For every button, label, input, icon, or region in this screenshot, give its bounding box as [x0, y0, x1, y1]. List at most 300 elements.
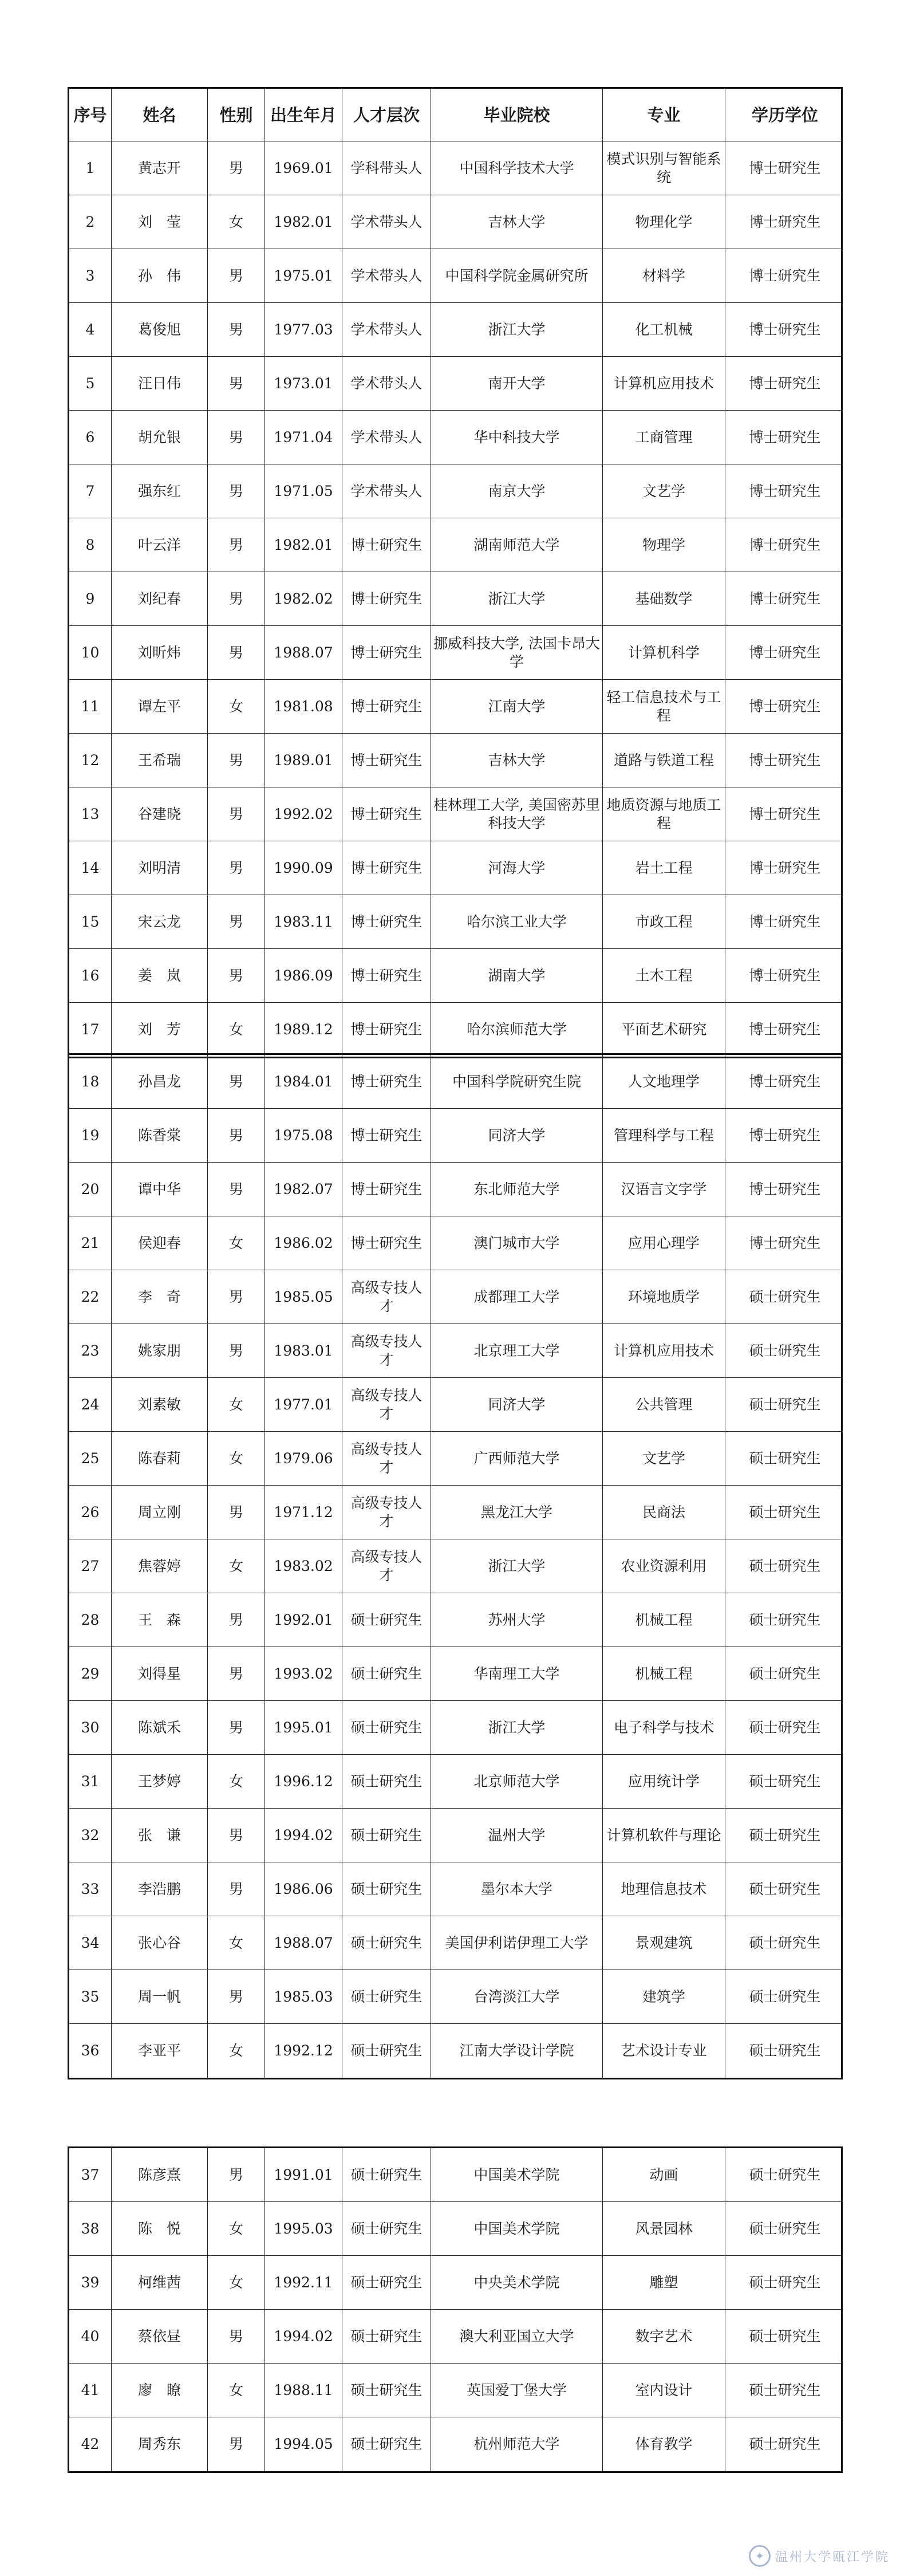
cell-name: 刘昕炜	[112, 626, 208, 679]
cell-birth: 1973.01	[265, 357, 342, 410]
cell-school: 南开大学	[431, 357, 603, 410]
cell-degree: 博士研究生	[749, 375, 821, 392]
cell-index: 36	[69, 2024, 112, 2078]
cell-birth: 1977.03	[265, 303, 342, 356]
cell-school: 杭州师范大学	[431, 2417, 603, 2471]
cell-birth: 1990.09	[265, 841, 342, 895]
cell-index: 29	[69, 1647, 112, 1700]
cell-level: 硕士研究生	[342, 1755, 431, 1808]
cell-birth: 1988.07	[265, 626, 342, 679]
cell-birth: 1979.06	[265, 1432, 342, 1485]
cell-major: 雕塑	[603, 2256, 725, 2309]
cell-gender: 女	[208, 195, 265, 249]
table-row	[69, 141, 841, 195]
cell-major: 环境地质学	[603, 1270, 725, 1324]
cell-index: 30	[69, 1701, 112, 1754]
cell-gender: 男	[208, 411, 265, 464]
cell-name: 胡允银	[112, 411, 208, 464]
cell-name: 陈彦熹	[112, 2148, 208, 2201]
table-row	[69, 1324, 841, 1378]
cell-school: 浙江大学	[431, 572, 603, 625]
cell-school: 桂林理工大学, 美国密苏里科技大学	[431, 787, 603, 841]
cell-major: 数字艺术	[603, 2310, 725, 2363]
cell-school: 中国科学技术大学	[431, 141, 603, 195]
cell-level: 硕士研究生	[342, 2024, 431, 2078]
cell-birth: 1982.02	[265, 572, 342, 625]
table-row	[69, 1378, 841, 1432]
cell-name: 李 奇	[112, 1270, 208, 1324]
cell-index: 27	[69, 1539, 112, 1593]
table-row	[69, 1055, 841, 1109]
cell-degree: 博士研究生	[749, 159, 821, 176]
cell-index: 5	[69, 357, 112, 410]
table-row	[69, 411, 841, 464]
cell-school: 河海大学	[431, 841, 603, 895]
cell-index: 1	[69, 141, 112, 195]
cell-level: 博士研究生	[342, 572, 431, 625]
cell-birth: 1992.01	[265, 1593, 342, 1647]
cell-index: 16	[69, 949, 112, 1002]
cell-school: 北京理工大学	[431, 1324, 603, 1377]
cell-school: 华中科技大学	[431, 411, 603, 464]
cell-index: 42	[69, 2417, 112, 2471]
cell-school: 浙江大学	[431, 1539, 603, 1593]
cell-name: 刘得星	[112, 1647, 208, 1700]
cell-school: 墨尔本大学	[431, 1862, 603, 1916]
cell-birth: 1985.03	[265, 1970, 342, 2023]
cell-gender: 男	[208, 518, 265, 572]
cell-gender: 男	[208, 949, 265, 1002]
cell-degree: 硕士研究生	[749, 2274, 821, 2291]
cell-index: 15	[69, 895, 112, 948]
table-row	[69, 1593, 841, 1647]
cell-gender: 女	[208, 1378, 265, 1431]
cell-school: 中国科学院研究生院	[431, 1055, 603, 1108]
cell-major: 电子科学与技术	[603, 1701, 725, 1754]
cell-school: 哈尔滨师范大学	[431, 1003, 603, 1057]
cell-name: 宋云龙	[112, 895, 208, 948]
cell-degree: 博士研究生	[749, 967, 821, 984]
cell-index: 25	[69, 1432, 112, 1485]
cell-level: 博士研究生	[342, 787, 431, 841]
cell-major: 工商管理	[603, 411, 725, 464]
cell-major: 物理化学	[603, 195, 725, 249]
table-row	[69, 1216, 841, 1270]
cell-name: 陈 悦	[112, 2202, 208, 2255]
cell-name: 周秀东	[112, 2417, 208, 2471]
cell-gender: 男	[208, 787, 265, 841]
cell-degree: 硕士研究生	[749, 1288, 821, 1305]
table-row	[69, 518, 841, 572]
cell-index: 31	[69, 1755, 112, 1808]
cell-gender: 男	[208, 2310, 265, 2363]
cell-birth: 1996.12	[265, 1755, 342, 1808]
cell-gender: 女	[208, 2024, 265, 2078]
cell-major: 平面艺术研究	[603, 1003, 725, 1057]
cell-level: 博士研究生	[342, 680, 431, 733]
cell-major: 轻工信息技术与工程	[603, 680, 725, 733]
cell-birth: 1989.01	[265, 734, 342, 787]
cell-name: 姜 岚	[112, 949, 208, 1002]
cell-index: 26	[69, 1486, 112, 1539]
cell-level: 博士研究生	[342, 518, 431, 572]
cell-birth: 1995.01	[265, 1701, 342, 1754]
cell-gender: 男	[208, 1862, 265, 1916]
cell-name: 强东红	[112, 464, 208, 518]
cell-gender: 女	[208, 1216, 265, 1270]
cell-name: 刘 莹	[112, 195, 208, 249]
table-row	[69, 895, 841, 949]
cell-index: 11	[69, 680, 112, 733]
university-logo-icon: ✦	[749, 2545, 771, 2567]
cell-school: 黑龙江大学	[431, 1486, 603, 1539]
cell-school: 浙江大学	[431, 303, 603, 356]
cell-level: 博士研究生	[342, 1216, 431, 1270]
cell-gender: 女	[208, 2202, 265, 2255]
cell-major: 汉语言文字学	[603, 1163, 725, 1216]
cell-birth: 1994.05	[265, 2417, 342, 2471]
cell-birth: 1988.07	[265, 1916, 342, 1970]
cell-degree: 硕士研究生	[749, 2166, 821, 2183]
cell-level: 博士研究生	[342, 626, 431, 679]
cell-school: 南京大学	[431, 464, 603, 518]
cell-major: 地质资源与地质工程	[603, 787, 725, 841]
table-row	[69, 1486, 841, 1539]
cell-level: 学术带头人	[342, 195, 431, 249]
watermark-text: 温州大学瓯江学院	[775, 2550, 890, 2565]
cell-gender: 女	[208, 1539, 265, 1593]
cell-degree: 博士研究生	[749, 482, 821, 499]
table-row	[69, 734, 841, 787]
cell-school: 中国美术学院	[431, 2202, 603, 2255]
cell-degree: 硕士研究生	[749, 1988, 821, 2005]
header-level: 人才层次	[342, 89, 431, 141]
cell-birth: 1986.02	[265, 1216, 342, 1270]
cell-name: 李亚平	[112, 2024, 208, 2078]
cell-level: 硕士研究生	[342, 1862, 431, 1916]
cell-gender: 男	[208, 464, 265, 518]
table-header-row	[69, 89, 841, 141]
cell-name: 陈斌禾	[112, 1701, 208, 1754]
cell-name: 刘明清	[112, 841, 208, 895]
cell-degree: 硕士研究生	[749, 2220, 821, 2237]
cell-name: 葛俊旭	[112, 303, 208, 356]
table-row	[69, 949, 841, 1003]
table-row	[69, 2148, 841, 2202]
cell-major: 地理信息技术	[603, 1862, 725, 1916]
cell-birth: 1985.05	[265, 1270, 342, 1324]
table-row	[69, 357, 841, 411]
cell-level: 硕士研究生	[342, 2148, 431, 2201]
cell-index: 41	[69, 2364, 112, 2417]
table-row	[69, 841, 841, 895]
cell-level: 硕士研究生	[342, 1701, 431, 1754]
cell-school: 成都理工大学	[431, 1270, 603, 1324]
cell-degree: 博士研究生	[749, 213, 821, 230]
cell-birth: 1986.06	[265, 1862, 342, 1916]
cell-degree: 博士研究生	[749, 428, 821, 446]
cell-birth: 1983.02	[265, 1539, 342, 1593]
cell-major: 农业资源利用	[603, 1539, 725, 1593]
cell-school: 华南理工大学	[431, 1647, 603, 1700]
cell-birth: 1992.02	[265, 787, 342, 841]
cell-index: 8	[69, 518, 112, 572]
cell-gender: 男	[208, 1809, 265, 1862]
header-birth: 出生年月	[265, 89, 342, 141]
cell-gender: 男	[208, 141, 265, 195]
table-row	[69, 1916, 841, 1970]
cell-gender: 男	[208, 249, 265, 302]
cell-level: 硕士研究生	[342, 1593, 431, 1647]
cell-name: 叶云洋	[112, 518, 208, 572]
watermark	[749, 2543, 903, 2569]
cell-birth: 1992.12	[265, 2024, 342, 2078]
cell-major: 文艺学	[603, 1432, 725, 1485]
cell-school: 美国伊利诺伊理工大学	[431, 1916, 603, 1970]
cell-level: 高级专技人才	[342, 1378, 431, 1431]
table-row	[69, 1755, 841, 1809]
cell-name: 汪日伟	[112, 357, 208, 410]
cell-major: 材料学	[603, 249, 725, 302]
cell-name: 谭中华	[112, 1163, 208, 1216]
cell-index: 17	[69, 1003, 112, 1057]
cell-name: 陈香棠	[112, 1109, 208, 1162]
cell-school: 湖南大学	[431, 949, 603, 1002]
cell-index: 28	[69, 1593, 112, 1647]
cell-degree: 硕士研究生	[749, 1396, 821, 1413]
cell-level: 硕士研究生	[342, 2310, 431, 2363]
cell-name: 侯迎春	[112, 1216, 208, 1270]
cell-gender: 男	[208, 1324, 265, 1377]
cell-index: 4	[69, 303, 112, 356]
cell-degree: 硕士研究生	[749, 1342, 821, 1359]
cell-degree: 博士研究生	[749, 590, 821, 607]
cell-degree: 博士研究生	[749, 805, 821, 822]
cell-degree: 博士研究生	[749, 1073, 821, 1090]
cell-birth: 1991.01	[265, 2148, 342, 2201]
cell-index: 33	[69, 1862, 112, 1916]
cell-index: 23	[69, 1324, 112, 1377]
cell-degree: 硕士研究生	[749, 1934, 821, 1951]
cell-index: 10	[69, 626, 112, 679]
personnel-table-part-2	[68, 1053, 843, 2079]
table-row	[69, 1432, 841, 1486]
cell-index: 6	[69, 411, 112, 464]
cell-gender: 男	[208, 895, 265, 948]
table-row	[69, 2024, 841, 2078]
cell-major: 机械工程	[603, 1593, 725, 1647]
cell-degree: 硕士研究生	[749, 1611, 821, 1628]
cell-gender: 女	[208, 2256, 265, 2309]
cell-name: 刘纪春	[112, 572, 208, 625]
header-major: 专业	[603, 89, 725, 141]
cell-index: 3	[69, 249, 112, 302]
cell-birth: 1975.08	[265, 1109, 342, 1162]
table-row	[69, 2256, 841, 2310]
cell-gender: 男	[208, 1593, 265, 1647]
cell-name: 李浩鹏	[112, 1862, 208, 1916]
cell-major: 应用统计学	[603, 1755, 725, 1808]
cell-degree: 博士研究生	[749, 1234, 821, 1251]
cell-name: 陈春莉	[112, 1432, 208, 1485]
cell-school: 中国科学院金属研究所	[431, 249, 603, 302]
cell-degree: 硕士研究生	[749, 2042, 821, 2059]
cell-gender: 男	[208, 626, 265, 679]
cell-index: 9	[69, 572, 112, 625]
cell-degree: 博士研究生	[749, 644, 821, 661]
cell-gender: 男	[208, 1109, 265, 1162]
cell-school: 湖南师范大学	[431, 518, 603, 572]
cell-birth: 1969.01	[265, 141, 342, 195]
table-row	[69, 2310, 841, 2364]
cell-name: 柯维茜	[112, 2256, 208, 2309]
cell-degree: 硕士研究生	[749, 1826, 821, 1844]
cell-name: 王梦婷	[112, 1755, 208, 1808]
table-row	[69, 1647, 841, 1701]
cell-major: 室内设计	[603, 2364, 725, 2417]
header-name: 姓名	[112, 89, 208, 141]
cell-school: 台湾淡江大学	[431, 1970, 603, 2023]
cell-school: 江南大学	[431, 680, 603, 733]
cell-index: 38	[69, 2202, 112, 2255]
cell-level: 硕士研究生	[342, 2417, 431, 2471]
cell-degree: 博士研究生	[749, 1021, 821, 1038]
cell-level: 硕士研究生	[342, 1916, 431, 1970]
cell-gender: 男	[208, 2417, 265, 2471]
cell-gender: 女	[208, 680, 265, 733]
cell-birth: 1982.01	[265, 195, 342, 249]
cell-gender: 男	[208, 1163, 265, 1216]
cell-index: 18	[69, 1055, 112, 1108]
table-row	[69, 572, 841, 626]
cell-level: 高级专技人才	[342, 1486, 431, 1539]
table-row	[69, 1539, 841, 1593]
cell-level: 博士研究生	[342, 949, 431, 1002]
cell-level: 硕士研究生	[342, 2364, 431, 2417]
cell-level: 博士研究生	[342, 1055, 431, 1108]
cell-level: 硕士研究生	[342, 2256, 431, 2309]
cell-major: 土木工程	[603, 949, 725, 1002]
cell-name: 廖 瞭	[112, 2364, 208, 2417]
cell-birth: 1971.12	[265, 1486, 342, 1539]
cell-degree: 硕士研究生	[749, 1880, 821, 1897]
cell-major: 体育教学	[603, 2417, 725, 2471]
cell-school: 澳大利亚国立大学	[431, 2310, 603, 2363]
cell-index: 2	[69, 195, 112, 249]
cell-index: 32	[69, 1809, 112, 1862]
cell-major: 计算机软件与理论	[603, 1809, 725, 1862]
cell-birth: 1983.11	[265, 895, 342, 948]
table-row	[69, 2417, 841, 2471]
cell-major: 建筑学	[603, 1970, 725, 2023]
table-row	[69, 787, 841, 841]
cell-birth: 1984.01	[265, 1055, 342, 1108]
cell-level: 学术带头人	[342, 464, 431, 518]
cell-school: 吉林大学	[431, 734, 603, 787]
cell-level: 学术带头人	[342, 411, 431, 464]
cell-level: 硕士研究生	[342, 1647, 431, 1700]
cell-level: 硕士研究生	[342, 1970, 431, 2023]
table-row	[69, 303, 841, 357]
cell-school: 中央美术学院	[431, 2256, 603, 2309]
cell-name: 谷建晓	[112, 787, 208, 841]
cell-gender: 男	[208, 1486, 265, 1539]
cell-major: 计算机科学	[603, 626, 725, 679]
cell-major: 景观建筑	[603, 1916, 725, 1970]
cell-major: 风景园林	[603, 2202, 725, 2255]
cell-school: 同济大学	[431, 1109, 603, 1162]
cell-name: 周一帆	[112, 1970, 208, 2023]
table-row	[69, 249, 841, 303]
header-index: 序号	[69, 89, 112, 141]
cell-name: 刘 芳	[112, 1003, 208, 1057]
cell-level: 高级专技人才	[342, 1324, 431, 1377]
table-row	[69, 1701, 841, 1755]
cell-degree: 硕士研究生	[749, 1450, 821, 1467]
cell-school: 英国爱丁堡大学	[431, 2364, 603, 2417]
cell-level: 博士研究生	[342, 734, 431, 787]
cell-gender: 男	[208, 1701, 265, 1754]
cell-major: 管理科学与工程	[603, 1109, 725, 1162]
cell-major: 公共管理	[603, 1378, 725, 1431]
cell-major: 人文地理学	[603, 1055, 725, 1108]
cell-major: 计算机应用技术	[603, 1324, 725, 1377]
cell-birth: 1986.09	[265, 949, 342, 1002]
cell-degree: 硕士研究生	[749, 2381, 821, 2398]
cell-level: 硕士研究生	[342, 2202, 431, 2255]
cell-name: 蔡依昼	[112, 2310, 208, 2363]
cell-name: 姚家朋	[112, 1324, 208, 1377]
cell-degree: 博士研究生	[749, 1126, 821, 1144]
cell-school: 江南大学设计学院	[431, 2024, 603, 2078]
cell-name: 周立刚	[112, 1486, 208, 1539]
cell-gender: 男	[208, 1970, 265, 2023]
table-row	[69, 1862, 841, 1916]
cell-index: 7	[69, 464, 112, 518]
cell-major: 计算机应用技术	[603, 357, 725, 410]
cell-name: 张 谦	[112, 1809, 208, 1862]
cell-major: 机械工程	[603, 1647, 725, 1700]
cell-school: 吉林大学	[431, 195, 603, 249]
cell-major: 物理学	[603, 518, 725, 572]
header-gender: 性别	[208, 89, 265, 141]
cell-school: 挪威科技大学, 法国卡昂大学	[431, 626, 603, 679]
cell-school: 苏州大学	[431, 1593, 603, 1647]
cell-gender: 女	[208, 1916, 265, 1970]
cell-birth: 1994.02	[265, 1809, 342, 1862]
cell-name: 黄志开	[112, 141, 208, 195]
header-school: 毕业院校	[431, 89, 603, 141]
cell-name: 张心谷	[112, 1916, 208, 1970]
cell-major: 艺术设计专业	[603, 2024, 725, 2078]
cell-school: 同济大学	[431, 1378, 603, 1431]
cell-level: 高级专技人才	[342, 1432, 431, 1485]
cell-major: 市政工程	[603, 895, 725, 948]
cell-gender: 男	[208, 572, 265, 625]
cell-birth: 1993.02	[265, 1647, 342, 1700]
cell-major: 模式识别与智能系统	[603, 141, 725, 195]
cell-degree: 硕士研究生	[749, 1773, 821, 1790]
cell-level: 高级专技人才	[342, 1270, 431, 1324]
cell-index: 13	[69, 787, 112, 841]
cell-degree: 硕士研究生	[749, 1719, 821, 1736]
table-row	[69, 464, 841, 518]
cell-birth: 1982.07	[265, 1163, 342, 1216]
cell-degree: 博士研究生	[749, 913, 821, 930]
cell-degree: 博士研究生	[749, 751, 821, 769]
cell-level: 博士研究生	[342, 1003, 431, 1057]
cell-level: 博士研究生	[342, 1109, 431, 1162]
